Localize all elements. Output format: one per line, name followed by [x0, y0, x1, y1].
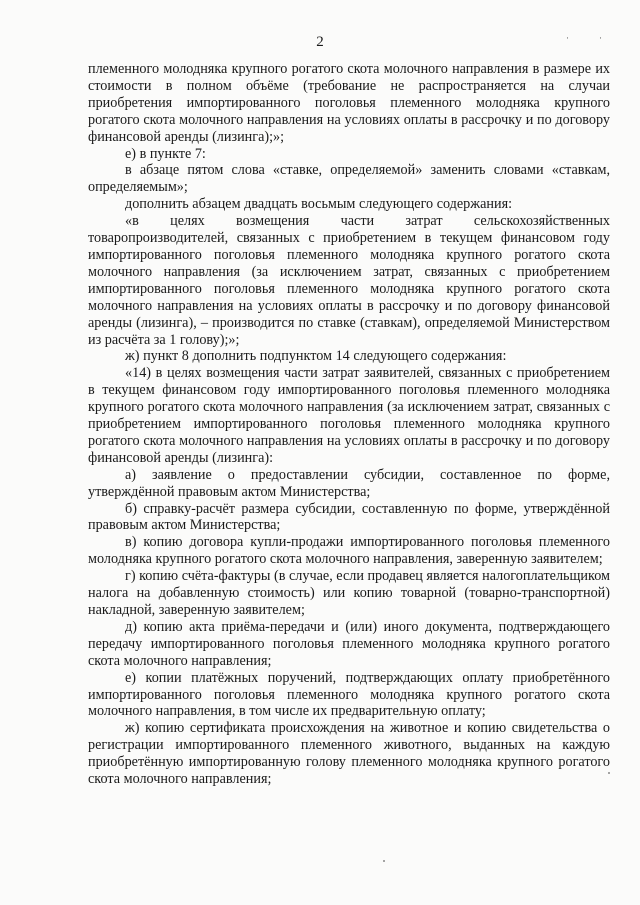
paragraph: в) копию договора купли-продажи импортированного поголовья племенного молодняка крупного рогатого скота молочного направления, заверенную заявителем; — [88, 534, 610, 568]
page-number: 2 — [316, 34, 324, 50]
scan-mark: · — [566, 33, 599, 43]
paragraph: г) копию счёта-фактуры (в случае, если продавец является налогоплательщиком налога на добавленную стоимость) или копию товарной (товарно-транспортной) накладной, заверенную заявителем; — [88, 568, 610, 618]
scan-speck — [383, 860, 385, 862]
paragraph: е) копии платёжных поручений, подтверждающих оплату приобретённого импортированного поголовья племенного молодняка крупного рогатого скота молочного направления, в том числе их предварительную оплату; — [88, 669, 610, 720]
scan-mark: · — [599, 33, 632, 43]
paragraph: д) копию акта приёма-передачи и (или) иного документа, подтверждающего передачу импортированного поголовья племенного молодняка крупного рогатого скота молочного направления; — [88, 618, 610, 669]
paragraph: племенного молодняка крупного рогатого скота молочного направления в размере их стоимости в полном объёме (требование не распространяется на случаи приобретения импортированного поголовья племенного молодняка крупного рогатого скота молочного направления на условиях оплаты в рассрочку и по договору финансовой аренды (лизинга);»; — [88, 61, 610, 145]
paragraph: дополнить абзацем двадцать восьмым следующего содержания: — [125, 196, 513, 213]
scan-marks — [566, 30, 632, 47]
paragraph: «14) в целях возмещения части затрат заявителей, связанных с приобретением в текущем финансовом году импортированного поголовья племенного молодняка крупного рогатого скота молочного направления (за исключением затрат, связанных с приобретением импортированного поголовья племенного молодняка крупного рогатого скота молочного направления на условиях оплаты в рассрочку и по договору финансовой аренды (лизинга): — [88, 365, 610, 466]
paragraph: е) в пункте 7: — [125, 145, 206, 162]
paragraph: б) справку-расчёт размера субсидии, составленную по форме, утверждённой правовым актом Министерства; — [88, 500, 610, 534]
paragraph: а) заявление о предоставлении субсидии, составленное по форме, утверждённой правовым актом Министерства; — [88, 466, 610, 500]
scan-speck — [608, 772, 610, 774]
paragraph: ж) копию сертификата происхождения на животное и копию свидетельства о регистрации импортированного племенного животного, выданных на каждую приобретённую импортированную голову племенного молодняка крупного рогатого скота молочного направления; — [88, 720, 610, 788]
document-body — [88, 61, 610, 788]
paragraph: в абзаце пятом слова «ставке, определяемой» заменить словами «ставкам, определяемым»; — [88, 162, 610, 196]
paragraph: «в целях возмещения части затрат сельскохозяйственных товаропроизводителей, связанных с приобретением в текущем финансовом году импортированного поголовья племенного молодняка крупного рогатого скота молочного направления (за исключением затрат, связанных с приобретением импортированного поголовья племенного молодняка крупного рогатого скота молочного направления на условиях оплаты в рассрочку и по договору финансовой аренды (лизинга), – производится по ставке (ставкам), определяемой Министерством из расчёта за 1 голову);»; — [88, 213, 610, 348]
paragraph: ж) пункт 8 дополнить подпунктом 14 следующего содержания: — [125, 348, 507, 365]
